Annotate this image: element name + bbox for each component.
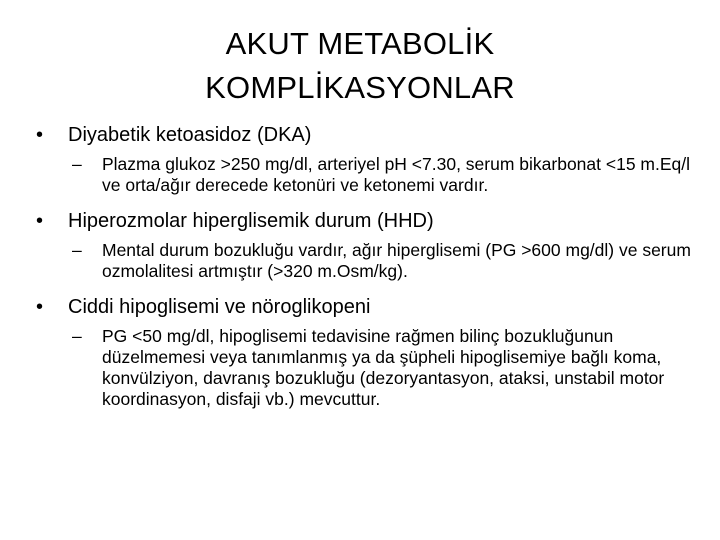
sub-text: PG <50 mg/dl, hipoglisemi tedavisine rağmen bilinç bozukluğunun düzelmemesi veya tanımlanmış ya da şüpheli hipoglisemiye bağlı koma, konvülziyon, davranış bozukluğu (dezoryantasyon, ataksi, unstabil motor koordinasyon, disfaji vb.) mevcuttur.	[102, 326, 665, 409]
sub-item-hhd	[36, 240, 696, 282]
bullet-marker: •	[36, 296, 44, 318]
bullet-text: Diyabetik ketoasidoz (DKA)	[68, 124, 312, 146]
bullet-item-hhd	[36, 208, 696, 234]
sub-item-dka	[36, 154, 696, 196]
bullet-marker: •	[36, 124, 44, 146]
slide-title-line-2: KOMPLİKASYONLAR	[205, 70, 515, 105]
bullet-text: Ciddi hipoglisemi ve nöroglikopeni	[68, 296, 371, 318]
bullet-list	[36, 122, 696, 410]
sub-text: Mental durum bozukluğu vardır, ağır hiperglisemi (PG >600 mg/dl) ve serum ozmolalitesi artmıştır (>320 m.Osm/kg).	[102, 240, 691, 281]
sub-text: Plazma glukoz >250 mg/dl, arteriyel pH <7.30, serum bikarbonat <15 m.Eq/l ve orta/ağır derecede ketonüri ve ketonemi vardır.	[102, 154, 691, 195]
bullet-marker: •	[36, 210, 44, 232]
sub-marker: –	[72, 154, 82, 174]
bullet-item-hypoglycemia	[36, 294, 696, 320]
sub-marker: –	[72, 240, 82, 260]
sub-marker: –	[72, 326, 82, 346]
bullet-item-dka	[36, 122, 696, 148]
bullet-text: Hiperozmolar hiperglisemik durum (HHD)	[68, 210, 434, 232]
slide-title	[0, 22, 720, 110]
slide-title-line-1: AKUT METABOLİK	[225, 26, 495, 61]
sub-item-hypoglycemia	[36, 326, 696, 410]
